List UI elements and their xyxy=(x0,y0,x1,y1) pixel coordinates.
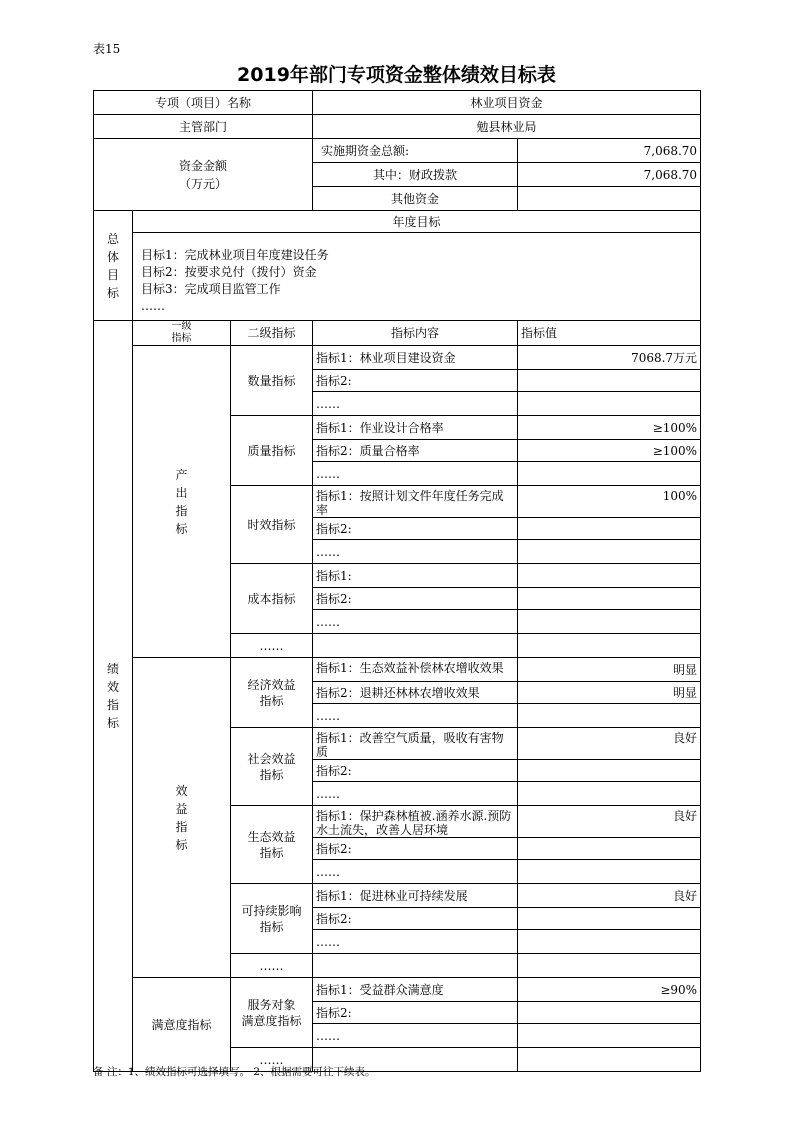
funds-total-label: 实施期资金总额: xyxy=(313,139,518,163)
indicator-content: 指标1：作业设计合格率 xyxy=(313,416,518,440)
project-name-label: 专项（项目）名称 xyxy=(94,91,313,115)
table-number: 表15 xyxy=(93,42,121,56)
header-level1: 一级 指标 xyxy=(133,321,231,346)
funds-other-value xyxy=(518,187,701,211)
timeliness-indicator-label: 时效指标 xyxy=(231,486,313,564)
annual-goal-header: 年度目标 xyxy=(133,211,701,233)
dept-label: 主管部门 xyxy=(94,115,313,139)
indicator-content: …… xyxy=(313,704,518,728)
indicator-content: …… xyxy=(313,392,518,416)
indicator-value: 良好 xyxy=(518,806,701,838)
performance-indicator-label: 绩 效 指 标 xyxy=(94,321,133,1072)
benefit-more: …… xyxy=(231,954,313,978)
indicator-content: 指标2: xyxy=(313,760,518,782)
indicator-content: 指标2: xyxy=(313,518,518,540)
indicator-content: …… xyxy=(313,1024,518,1048)
indicator-content: 指标2：质量合格率 xyxy=(313,440,518,462)
satisfaction-more: …… xyxy=(231,1048,313,1072)
satisfaction-indicator-label: 满意度指标 xyxy=(133,978,231,1072)
cost-indicator-label: 成本指标 xyxy=(231,564,313,634)
funds-other-label: 其他资金 xyxy=(313,187,518,211)
dept-value: 勉县林业局 xyxy=(313,115,701,139)
header-value: 指标值 xyxy=(518,321,701,346)
indicator-content: 指标1：促进林业可持续发展 xyxy=(313,884,518,908)
sustainability-indicator-label: 可持续影响 指标 xyxy=(231,884,313,954)
indicator-value: ≥100% xyxy=(518,416,701,440)
indicator-content: 指标2: xyxy=(313,1002,518,1024)
annual-goal-text: 目标1：完成林业项目年度建设任务 目标2：按要求兑付（拨付）资金 目标3：完成项目监管工作 …… xyxy=(133,233,701,321)
indicator-content: …… xyxy=(313,462,518,486)
indicator-value: 100% xyxy=(518,486,701,518)
indicator-content: …… xyxy=(313,540,518,564)
footnote: 备 注：1、绩效指标可选择填写。 2、根据需要可往下续表。 xyxy=(93,1066,376,1078)
indicator-content: 指标2：退耕还林林农增收效果 xyxy=(313,682,518,704)
header-level2: 二级指标 xyxy=(231,321,313,346)
indicator-content: 指标1：保护森林植被.涵养水源.预防水土流失，改善人居环境 xyxy=(313,806,518,838)
indicator-content: 指标2: xyxy=(313,588,518,610)
indicator-content: …… xyxy=(313,930,518,954)
funds-fiscal-value: 7,068.70 xyxy=(518,163,701,187)
benefit-indicator-label: 效 益 指 标 xyxy=(133,658,231,978)
indicator-content: 指标1：改善空气质量，吸收有害物质 xyxy=(313,728,518,760)
indicator-content: 指标2: xyxy=(313,838,518,860)
ecological-indicator-label: 生态效益 指标 xyxy=(231,806,313,884)
indicator-content: …… xyxy=(313,782,518,806)
page-title: 2019年部门专项资金整体绩效目标表 xyxy=(237,64,556,86)
indicator-value: 良好 xyxy=(518,728,701,760)
indicator-content: 指标2: xyxy=(313,370,518,392)
service-satisfaction-label: 服务对象 满意度指标 xyxy=(231,978,313,1048)
social-indicator-label: 社会效益 指标 xyxy=(231,728,313,806)
header-content: 指标内容 xyxy=(313,321,518,346)
indicator-content: …… xyxy=(313,610,518,634)
quality-indicator-label: 质量指标 xyxy=(231,416,313,486)
project-name-value: 林业项目资金 xyxy=(313,91,701,115)
output-more: …… xyxy=(231,634,313,658)
indicator-value: ≥90% xyxy=(518,978,701,1002)
indicator-content: 指标1: xyxy=(313,564,518,588)
indicator-value: 良好 xyxy=(518,884,701,908)
performance-table xyxy=(93,90,701,1072)
indicator-content: 指标2: xyxy=(313,908,518,930)
funds-fiscal-label: 其中：财政拨款 xyxy=(313,163,518,187)
indicator-value: 明显 xyxy=(518,682,701,704)
indicator-content: 指标1：林业项目建设资金 xyxy=(313,346,518,370)
indicator-value: 7068.7万元 xyxy=(518,346,701,370)
indicator-value: 明显 xyxy=(518,658,701,682)
indicator-content: …… xyxy=(313,860,518,884)
economic-indicator-label: 经济效益 指标 xyxy=(231,658,313,728)
indicator-content: 指标1：按照计划文件年度任务完成率 xyxy=(313,486,518,518)
output-indicator-label: 产 出 指 标 xyxy=(133,346,231,658)
funds-label: 资金金额 （万元） xyxy=(94,139,313,211)
funds-total-value: 7,068.70 xyxy=(518,139,701,163)
indicator-content: 指标1：生态效益补偿林农增收效果 xyxy=(313,658,518,682)
indicator-value: ≥100% xyxy=(518,440,701,462)
overall-goal-label: 总 体 目 标 xyxy=(94,211,133,321)
indicator-content: 指标1：受益群众满意度 xyxy=(313,978,518,1002)
quantity-indicator-label: 数量指标 xyxy=(231,346,313,416)
